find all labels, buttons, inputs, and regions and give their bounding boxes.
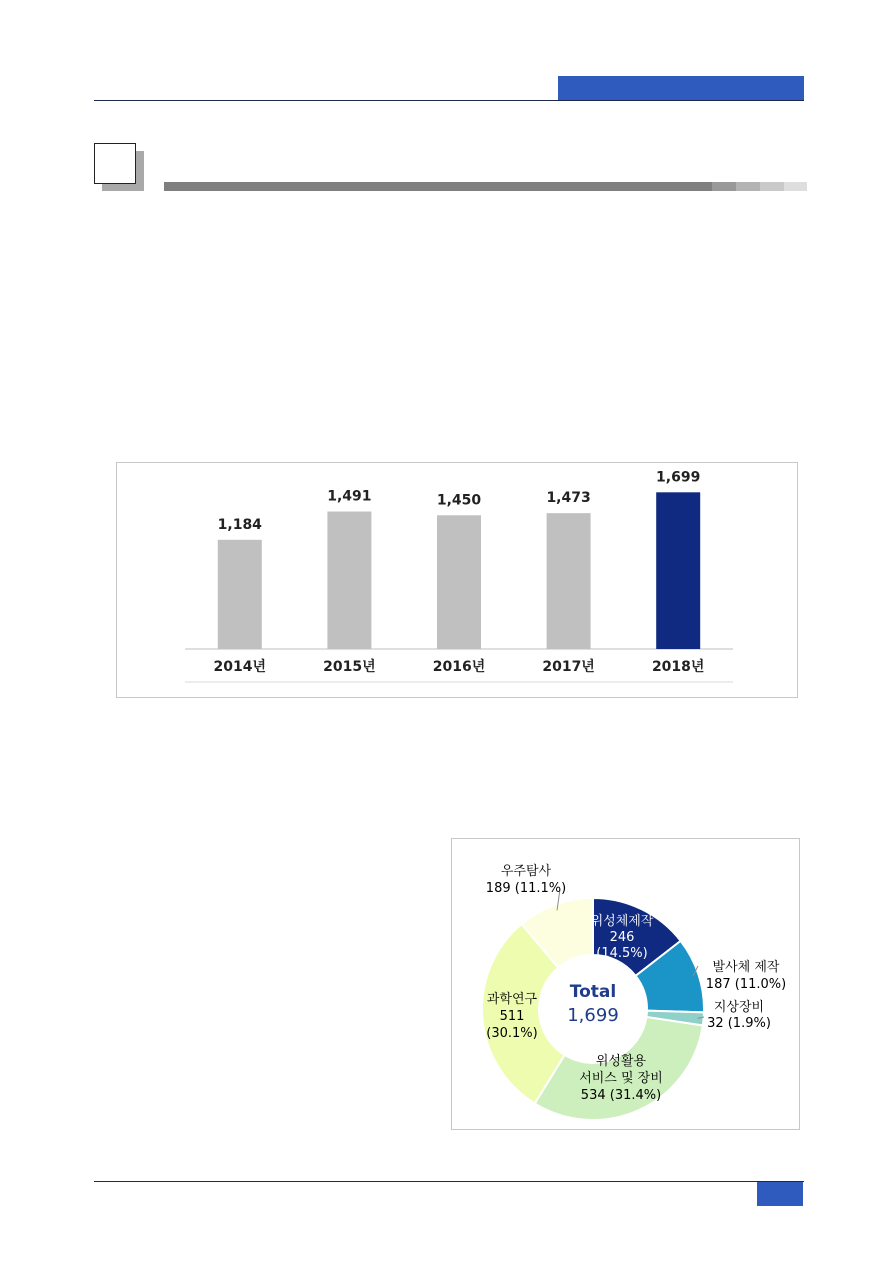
donut-chart-panel: [451, 838, 800, 1130]
donut-center-title: Total: [569, 982, 617, 1002]
bar-value-label-0: 1,184: [217, 516, 262, 533]
slice-label-3: 위성활용 서비스 및 장비 534 (31.4%): [579, 1054, 663, 1103]
slice-label-2: 지상장비 32 (1.9%): [707, 1000, 771, 1031]
x-tick-label-0: 2014년: [213, 659, 267, 675]
bar-1: [327, 511, 371, 649]
x-tick-label-4: 2018년: [651, 659, 705, 675]
bar-value-label-3: 1,473: [546, 490, 591, 507]
x-tick-label-3: 2017년: [542, 659, 595, 675]
bar-value-label-1: 1,491: [327, 488, 372, 505]
section-title-bar: [164, 182, 807, 191]
bar-chart: [117, 463, 797, 697]
x-tick-label-2: 2016년: [432, 659, 486, 675]
bar-2: [437, 515, 481, 649]
slice-label-1: 발사체 제작 187 (11.0%): [705, 960, 787, 992]
slice-label-4: 과학연구 511 (30.1%): [486, 992, 538, 1041]
x-tick-label-1: 2015년: [323, 659, 376, 675]
footer-page-block: [757, 1182, 803, 1206]
bar-value-label-2: 1,450: [436, 492, 482, 509]
donut-center-value: 1,699: [567, 1005, 619, 1026]
slice-label-0: 위성체제작 246 (14.5%): [590, 914, 654, 961]
footer-rule: [94, 1181, 804, 1182]
bar-chart-panel: [116, 462, 798, 698]
donut-chart: [452, 839, 799, 1129]
bar-0: [218, 540, 262, 649]
slice-label-5: 우주탐사 189 (11.1%): [485, 864, 567, 896]
bar-4: [656, 492, 700, 649]
bar-value-label-4: 1,699: [656, 469, 701, 486]
bar-3: [547, 513, 591, 649]
section-marker-box: [94, 143, 136, 184]
header-rule: [94, 100, 804, 101]
header-accent-block: [558, 76, 804, 100]
